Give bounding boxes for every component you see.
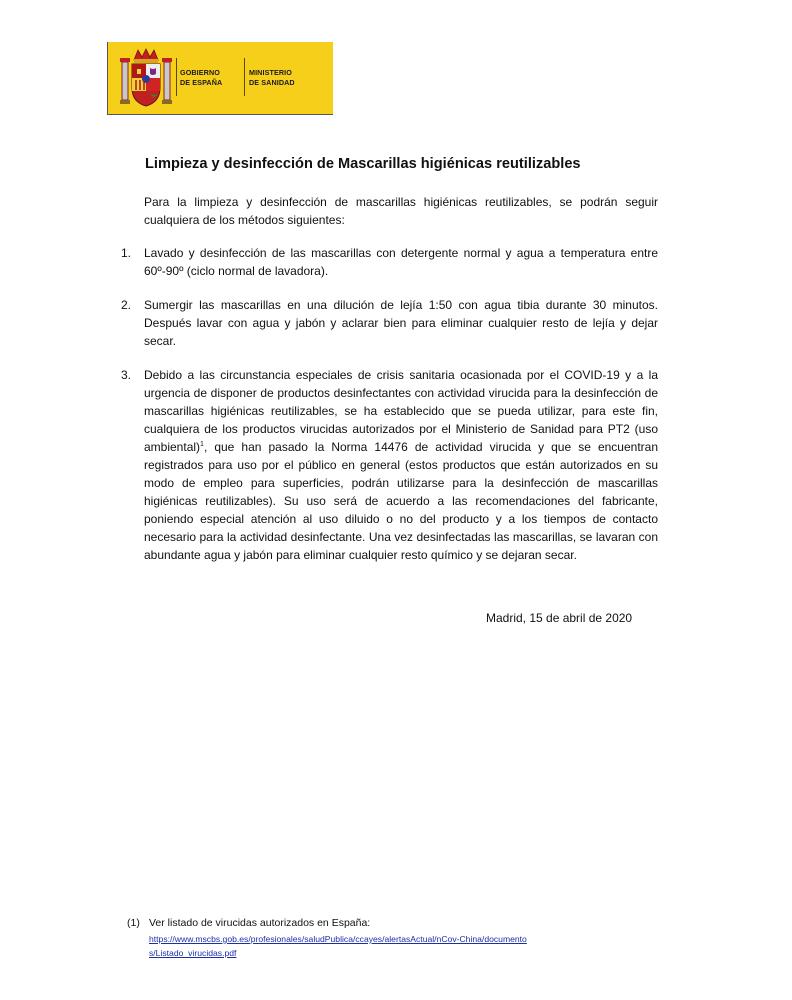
list-item-text: Lavado y desinfección de las mascarillas con detergente normal y agua a temperatura entre 60º-90º (ciclo normal de lavadora).	[144, 246, 658, 278]
logo-divider	[176, 58, 177, 96]
place-date: Madrid, 15 de abril de 2020	[486, 611, 633, 625]
government-label: GOBIERNO DE ESPAÑA	[180, 68, 223, 87]
ministry-logo	[107, 42, 333, 115]
footnote-reference[interactable]: 1	[200, 441, 204, 448]
list-item-text	[144, 366, 658, 564]
document-title: Limpieza y desinfección de Mascarillas higiénicas reutilizables	[145, 156, 581, 172]
list-number: 2.	[121, 298, 132, 312]
list-number: 1.	[121, 246, 132, 260]
list-item-text-part: , que han pasado la Norma 14476 de actividad virucida y que se encuentran registrados para uso por el público en general (estos productos que están autorizados en su modo de empleo para superficies, podrán utilizarse para la desinfección de mascarillas higiénicas reutilizables). Su uso será de acuerdo a las recomendaciones del fabricante, poniendo especial atención al uso diluido o no del producto y a los tiempos de contacto necesario para la actividad desinfectante. Una vez desinfectadas las mascarillas, se lavaran con abundante agua y jabón para eliminar cualquier resto químico y se dejaran secar.	[144, 440, 658, 562]
ministry-label: MINISTERIO DE SANIDAD	[249, 68, 295, 87]
footnote-text: Ver listado de virucidas autorizados en España:	[149, 917, 371, 929]
list-number: 3.	[121, 368, 132, 382]
footnote-link[interactable]: https://www.mscbs.gob.es/profesionales/saludPublica/ccayes/alertasActual/nCov-China/documentos/Listado_virucidas.pdf	[149, 934, 527, 958]
footnote-number: (1)	[127, 917, 140, 929]
intro-paragraph: Para la limpieza y desinfección de mascarillas higiénicas reutilizables, se podrán seguir cualquiera de los métodos siguientes:	[144, 195, 658, 227]
list-item-text-part: Debido a las circunstancia especiales de crisis sanitaria ocasionada por el COVID-19 y a la urgencia de disponer de productos desinfectantes con actividad virucida para la desinfección de mascarillas higiénicas reutilizables, se ha establecido que se pueda utilizar, para este fin, cualquiera de los productos virucidas autorizados por el Ministerio de Sanidad para PT2 (uso ambiental)	[144, 368, 658, 454]
list-item-text: Sumergir las mascarillas en una dilución de lejía 1:50 con agua tibia durante 30 minutos. Después lavar con agua y jabón y aclarar bien para eliminar cualquier resto de lejía y dejar secar.	[144, 298, 658, 348]
coat-of-arms-icon	[120, 48, 172, 110]
logo-divider	[244, 58, 245, 96]
